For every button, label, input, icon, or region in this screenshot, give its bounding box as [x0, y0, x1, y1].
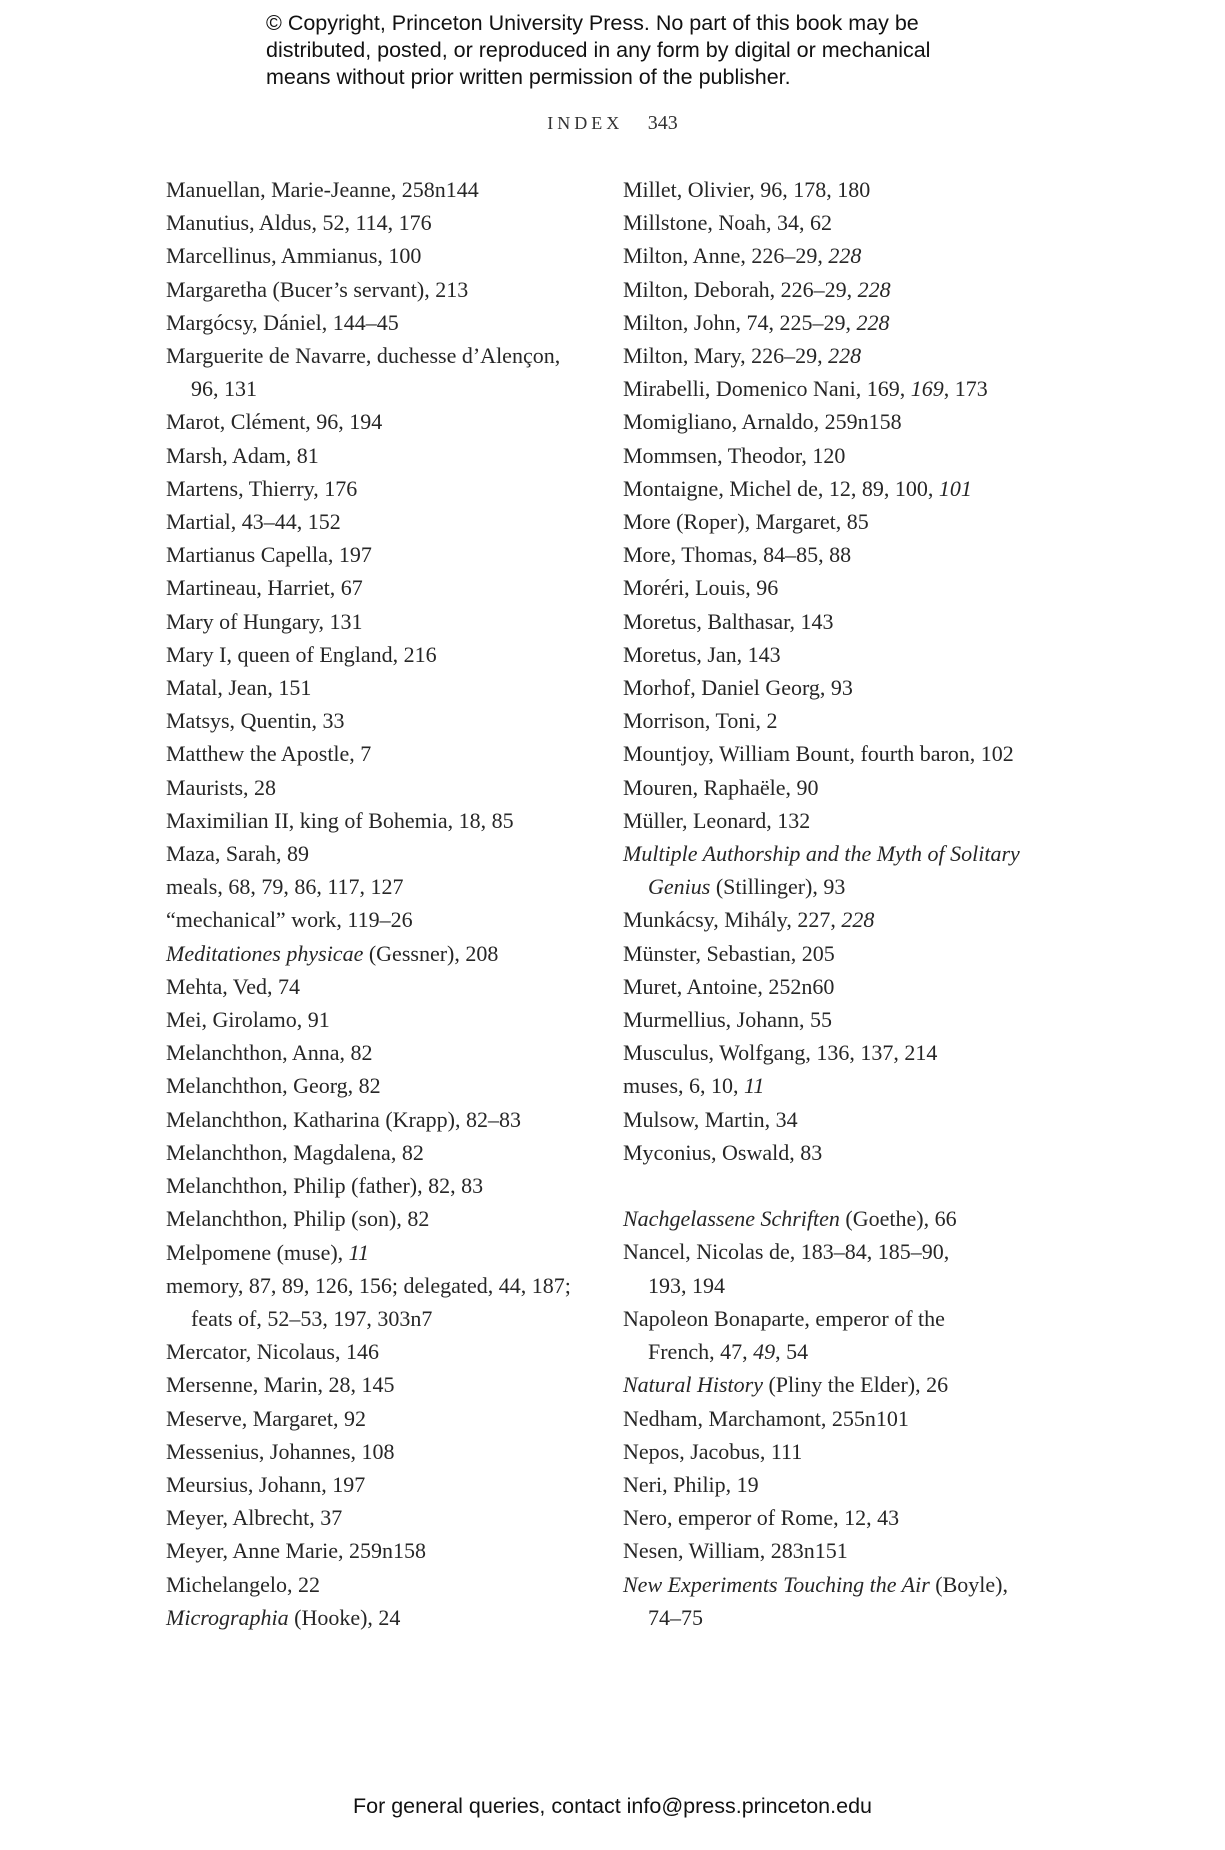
index-entry — [623, 273, 1063, 306]
index-entry: Matthew the Apostle, 7 — [166, 741, 372, 767]
index-entry: Maurists, 28 — [166, 774, 276, 800]
index-entry — [623, 372, 1063, 405]
index-entry: Matal, Jean, 151 — [166, 675, 312, 701]
index-entry: Maximilian II, king of Bohemia, 18, 85 — [166, 807, 514, 833]
index-entry: meals, 68, 79, 86, 117, 127 — [166, 874, 404, 900]
index-entry: More, Thomas, 84–85, 88 — [623, 542, 852, 568]
index-entry: Melanchthon, Philip (father), 82, 83 — [166, 1173, 484, 1199]
entry-illustration-page: 228 — [857, 276, 891, 302]
entry-illustration-page: 101 — [938, 475, 972, 501]
entry-title: Micrographia — [166, 1604, 289, 1630]
entry-continuation: 74–75 — [648, 1604, 703, 1630]
entry-text: Munkácsy, Mihály, 227, — [623, 907, 842, 933]
index-entry: Meyer, Albrecht, 37 — [166, 1505, 343, 1531]
index-entry: Morrison, Toni, 2 — [623, 708, 778, 734]
entry-text: Montaigne, Michel de, 12, 89, 100, — [623, 475, 939, 501]
copyright-line: © Copyright, Princeton University Press. No part of this book may be — [266, 11, 919, 35]
entry-illustration-page: 11 — [744, 1073, 765, 1099]
entry-text: Milton, Deborah, 226–29, — [623, 276, 858, 302]
entry-title: Multiple Authorship and the Myth of Solitary — [623, 841, 1020, 867]
index-entry — [623, 903, 1063, 936]
index-entry: Messenius, Johannes, 108 — [166, 1438, 395, 1464]
index-entry: Musculus, Wolfgang, 136, 137, 214 — [623, 1040, 938, 1066]
entry-continuation: 96, 131 — [191, 376, 257, 402]
index-entry: Millstone, Noah, 34, 62 — [623, 210, 832, 236]
entry-text: Milton, Anne, 226–29, — [623, 243, 829, 269]
index-entry: Momigliano, Arnaldo, 259n158 — [623, 409, 902, 435]
entry-text: , 173 — [943, 376, 988, 402]
index-entry: Münster, Sebastian, 205 — [623, 940, 835, 966]
index-entry — [623, 1235, 1063, 1301]
index-entry: Marot, Clément, 96, 194 — [166, 409, 383, 435]
entry-title: Meditationes physicae — [166, 940, 364, 966]
index-column-left — [166, 173, 586, 1634]
entry-illustration-page: 228 — [856, 309, 890, 335]
entry-text: (Hooke), 24 — [288, 1604, 401, 1630]
index-entry: Müller, Leonard, 132 — [623, 807, 811, 833]
index-column-right — [623, 173, 1063, 1634]
index-entry: Marcellinus, Ammianus, 100 — [166, 243, 422, 269]
entry-text: (Gessner), 208 — [363, 940, 499, 966]
index-entry: Meursius, Johann, 197 — [166, 1471, 366, 1497]
entry-text: Mirabelli, Domenico Nani, 169, — [623, 376, 911, 402]
index-entry: Marsh, Adam, 81 — [166, 442, 319, 468]
index-entry — [623, 1069, 1063, 1102]
index-entry: Martineau, Harriet, 67 — [166, 575, 363, 601]
entry-illustration-page: 169 — [910, 376, 944, 402]
index-entry — [166, 1601, 586, 1634]
index-entry: Moréri, Louis, 96 — [623, 575, 779, 601]
entry-text: (Boyle), — [929, 1571, 1008, 1597]
entry-text: Milton, Mary, 226–29, — [623, 343, 829, 369]
index-entry: Morhof, Daniel Georg, 93 — [623, 675, 853, 701]
index-entry: Martianus Capella, 197 — [166, 542, 372, 568]
entry-text: Milton, John, 74, 225–29, — [623, 309, 857, 335]
index-entry: Moretus, Balthasar, 143 — [623, 608, 834, 634]
index-entry: Murmellius, Johann, 55 — [623, 1007, 832, 1033]
copyright-line: means without prior written permission of the publisher. — [266, 65, 791, 89]
entry-text: muses, 6, 10, — [623, 1073, 744, 1099]
entry-illustration-page: 228 — [828, 343, 862, 369]
index-entry: Manutius, Aldus, 52, 114, 176 — [166, 210, 432, 236]
entry-text: Melpomene (muse), — [166, 1239, 349, 1265]
index-entry: Matsys, Quentin, 33 — [166, 708, 345, 734]
index-entry: Mehta, Ved, 74 — [166, 973, 301, 999]
entry-title: Genius — [648, 874, 711, 900]
footer-contact: For general queries, contact info@press.princeton.edu — [352, 1794, 872, 1818]
index-entry: Michelangelo, 22 — [166, 1571, 320, 1597]
entry-text: (Pliny the Elder), 26 — [762, 1372, 949, 1398]
index-entry: Melanchthon, Magdalena, 82 — [166, 1139, 424, 1165]
index-entry — [623, 1302, 1063, 1368]
index-entry: Mercator, Nicolaus, 146 — [166, 1339, 379, 1365]
index-entry — [166, 937, 586, 970]
index-entry — [166, 1269, 586, 1335]
entry-text: Marguerite de Navarre, duchesse d’Alençon, — [166, 343, 561, 369]
entry-text: Napoleon Bonaparte, emperor of the — [623, 1305, 945, 1331]
index-entry — [623, 1368, 1063, 1401]
index-entry: Mei, Girolamo, 91 — [166, 1007, 330, 1033]
entry-illustration-page: 228 — [841, 907, 875, 933]
index-entry: Melanchthon, Georg, 82 — [166, 1073, 381, 1099]
index-entry: Martial, 43–44, 152 — [166, 509, 341, 535]
letter-section-gap — [623, 1169, 1063, 1202]
entry-continuation: 193, 194 — [648, 1272, 725, 1298]
index-entry: Mountjoy, William Bount, fourth baron, 102 — [623, 741, 1014, 767]
entry-illustration-page: 11 — [348, 1239, 370, 1265]
copyright-notice — [266, 10, 1006, 91]
index-entry: Mouren, Raphaële, 90 — [623, 774, 819, 800]
copyright-line: distributed, posted, or reproduced in any form by digital or mechanical — [266, 38, 931, 62]
index-entry: Nesen, William, 283n151 — [623, 1538, 848, 1564]
index-entry — [623, 239, 1063, 272]
index-entry: Melanchthon, Katharina (Krapp), 82–83 — [166, 1106, 521, 1132]
entry-title: Nachgelassene Schriften — [623, 1206, 840, 1232]
index-entry — [166, 1236, 586, 1269]
index-entry: Manuellan, Marie-Jeanne, 258n144 — [166, 177, 479, 202]
entry-continuation: French, 47, — [648, 1339, 754, 1365]
index-entry: Mary of Hungary, 131 — [166, 608, 363, 634]
index-entry: Melanchthon, Anna, 82 — [166, 1040, 373, 1066]
page-number: 343 — [647, 112, 678, 134]
index-entry: Moretus, Jan, 143 — [623, 641, 781, 667]
index-entry: Meyer, Anne Marie, 259n158 — [166, 1538, 427, 1564]
entry-text: Nancel, Nicolas de, 183–84, 185–90, — [623, 1239, 950, 1265]
index-entry: Maza, Sarah, 89 — [166, 841, 309, 867]
index-entry: Muret, Antoine, 252n60 — [623, 973, 835, 999]
index-entry: Myconius, Oswald, 83 — [623, 1139, 823, 1165]
entry-text: , 54 — [775, 1339, 809, 1365]
index-entry: Neri, Philip, 19 — [623, 1471, 759, 1497]
running-head — [0, 112, 1225, 135]
entry-text: (Stillinger), 93 — [710, 874, 846, 900]
index-entry: Mersenne, Marin, 28, 145 — [166, 1372, 395, 1398]
index-entry: “mechanical” work, 119–26 — [166, 907, 413, 933]
index-entry: Mulsow, Martin, 34 — [623, 1106, 798, 1132]
index-entry: Margócsy, Dániel, 144–45 — [166, 309, 399, 335]
index-entry: Nedham, Marchamont, 255n101 — [623, 1405, 909, 1431]
entry-title: Natural History — [623, 1372, 763, 1398]
index-entry: Martens, Thierry, 176 — [166, 475, 358, 501]
index-entry — [623, 306, 1063, 339]
index-entry: Melanchthon, Philip (son), 82 — [166, 1206, 430, 1232]
entry-illustration-page: 49 — [753, 1339, 776, 1365]
index-entry — [623, 472, 1063, 505]
index-entry — [166, 339, 586, 405]
entry-text: (Goethe), 66 — [839, 1206, 957, 1232]
index-entry — [623, 339, 1063, 372]
index-entry — [623, 837, 1063, 903]
index-entry — [623, 1568, 1063, 1634]
entry-illustration-page: 228 — [828, 243, 862, 269]
entry-continuation: feats of, 52–53, 197, 303n7 — [191, 1305, 433, 1331]
index-entry: Meserve, Margaret, 92 — [166, 1405, 366, 1431]
running-head-label: INDEX — [547, 113, 624, 133]
index-entry: Millet, Olivier, 96, 178, 180 — [623, 177, 871, 202]
index-entry: More (Roper), Margaret, 85 — [623, 509, 869, 535]
index-entry: Nepos, Jacobus, 111 — [623, 1438, 803, 1464]
index-entry: Margaretha (Bucer’s servant), 213 — [166, 276, 469, 302]
index-entry: Mary I, queen of England, 216 — [166, 641, 437, 667]
index-entry — [623, 1202, 1063, 1235]
index-entry: Nero, emperor of Rome, 12, 43 — [623, 1505, 900, 1531]
entry-title: New Experiments Touching the Air — [623, 1571, 930, 1597]
index-entry: Mommsen, Theodor, 120 — [623, 442, 846, 468]
entry-text: memory, 87, 89, 126, 156; delegated, 44, 187; — [166, 1272, 571, 1298]
